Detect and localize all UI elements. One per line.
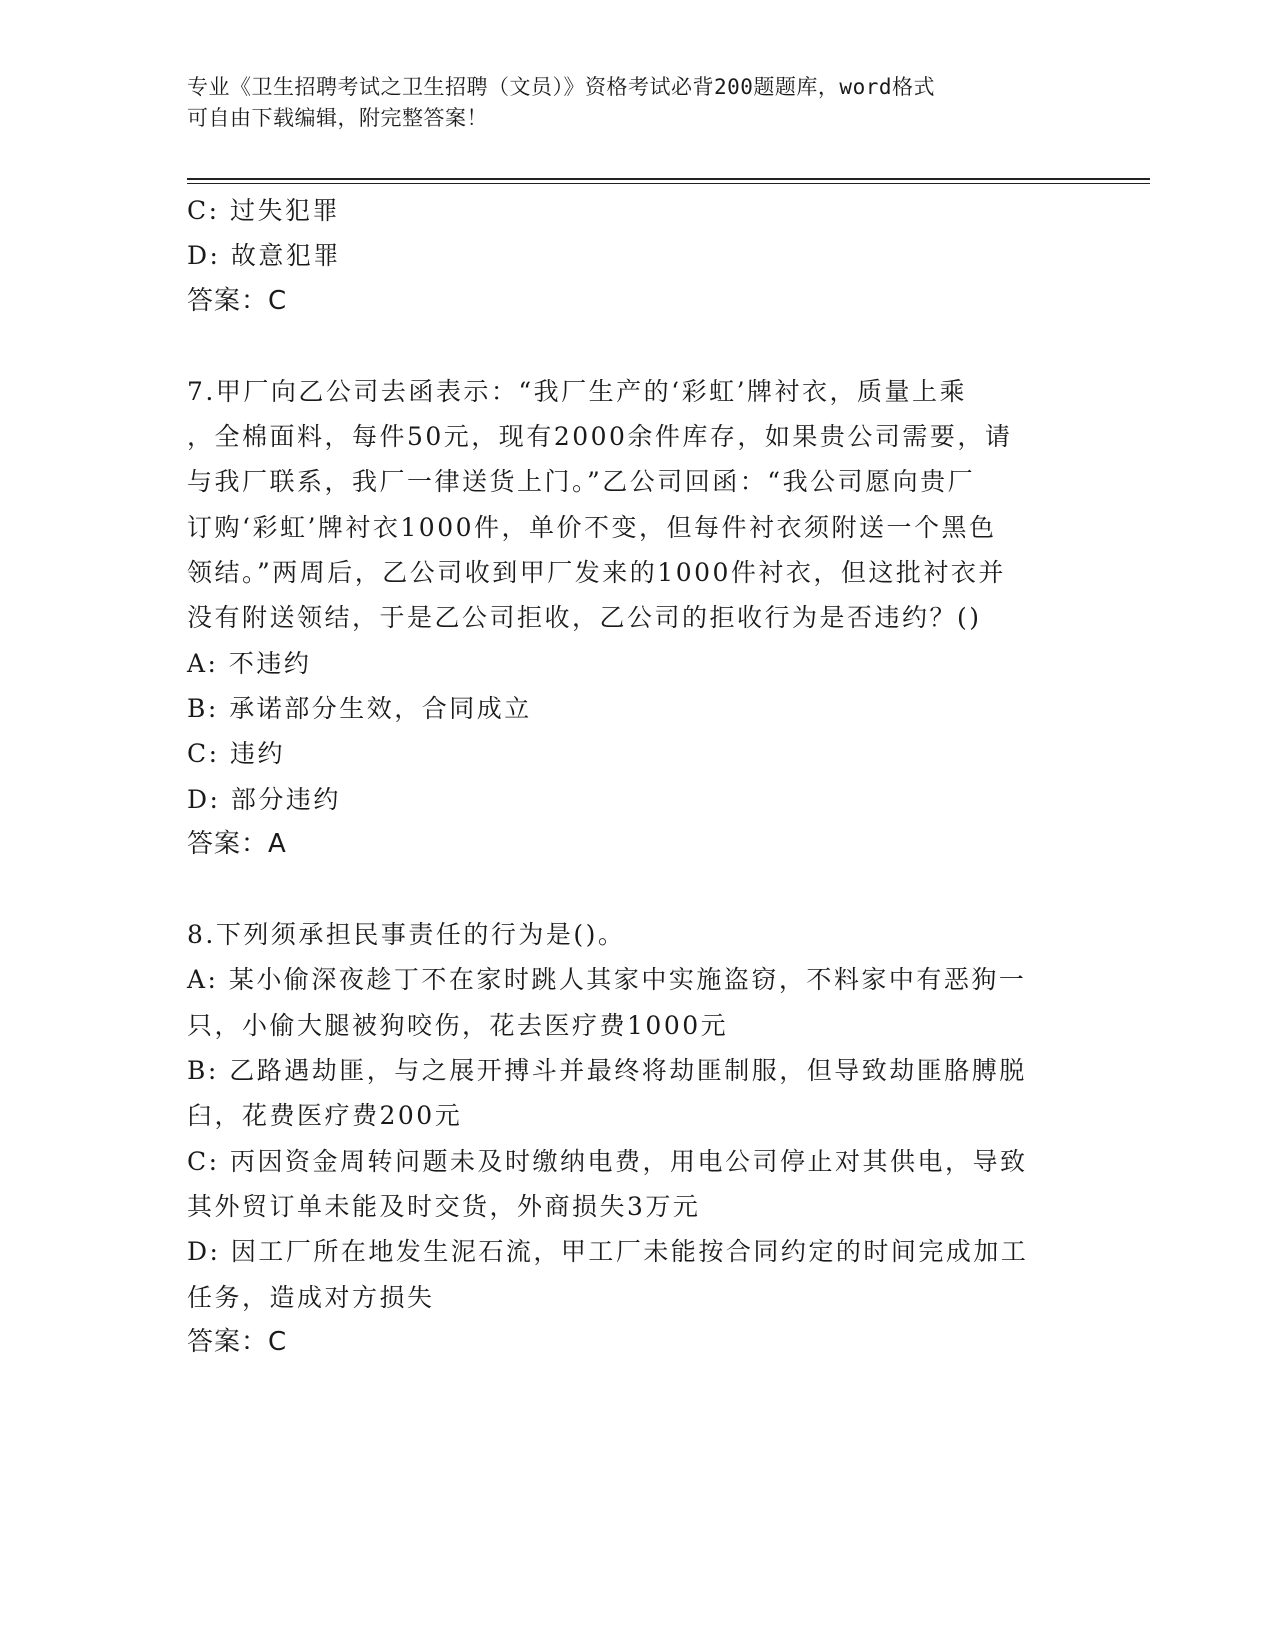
answer-label: 答案：A: [187, 828, 287, 859]
document-header: [187, 72, 1087, 134]
option-c: C: 丙因资金周转问题未及时缴纳电费，用电公司停止对其供电，导致: [187, 1146, 1028, 1176]
question-stem-line: 没有附送领结，于是乙公司拒收，乙公司的拒收行为是否违约？(): [187, 603, 982, 633]
option-d: D: 因工厂所在地发生泥石流，甲工厂未能按合同约定的时间完成加工: [187, 1237, 1029, 1267]
header-line-2: 可自由下载编辑，附完整答案！: [187, 106, 488, 130]
header-divider-thick: [187, 178, 1150, 180]
question-stem-line: ，全棉面料，每件50元，现有2000余件库存，如果贵公司需要，请: [187, 422, 1013, 452]
question-stem-line: 领结。”两周后，乙公司收到甲厂发来的1000件衬衣，但这批衬衣并: [187, 558, 1006, 588]
option-a: A: 不违约: [187, 648, 312, 678]
option-b-continued: 臼，花费医疗费200元: [187, 1101, 463, 1131]
header-line-1: 专业《卫生招聘考试之卫生招聘（文员）》资格考试必背200题题库，word格式: [187, 75, 935, 99]
option-b: B: 乙路遇劫匪，与之展开搏斗并最终将劫匪制服，但导致劫匪胳膊脱: [187, 1056, 1027, 1086]
answer-label: 答案：C: [187, 1326, 288, 1357]
question-stem-line: 8.下列须承担民事责任的行为是()。: [187, 920, 626, 950]
option-c-continued: 其外贸订单未能及时交货，外商损失3万元: [187, 1191, 701, 1221]
question-8: [187, 912, 1077, 1365]
option-d-continued: 任务，造成对方损失: [187, 1282, 435, 1312]
option-a-continued: 只，小偷大腿被狗咬伤，花去医疗费1000元: [187, 1010, 729, 1040]
question-spacer: [187, 867, 1077, 912]
question-6-tail: [187, 188, 1077, 324]
option-d: D: 部分违约: [187, 784, 341, 814]
question-stem-line: 与我厂联系，我厂一律送货上门。”乙公司回函：“我公司愿向贵厂: [187, 467, 976, 497]
question-7: [187, 369, 1077, 867]
question-stem-line: 7.甲厂向乙公司去函表示：“我厂生产的‘彩虹’牌衬衣，质量上乘: [187, 376, 968, 406]
option-d: D: 故意犯罪: [187, 241, 341, 271]
question-spacer: [187, 324, 1077, 369]
option-c: C: 违约: [187, 739, 285, 769]
option-c: C: 过失犯罪: [187, 196, 340, 225]
header-divider-thin: [187, 183, 1150, 184]
question-stem-line: 订购‘彩虹’牌衬衣1000件，单价不变，但每件衬衣须附送一个黑色: [187, 512, 997, 542]
answer-label: 答案：C: [187, 285, 288, 316]
option-b: B: 承诺部分生效，合同成立: [187, 693, 532, 723]
option-a: A: 某小偷深夜趁丁不在家时跳人其家中实施盗窃，不料家中有恶狗一: [187, 965, 1027, 995]
question-content: [187, 188, 1077, 1365]
